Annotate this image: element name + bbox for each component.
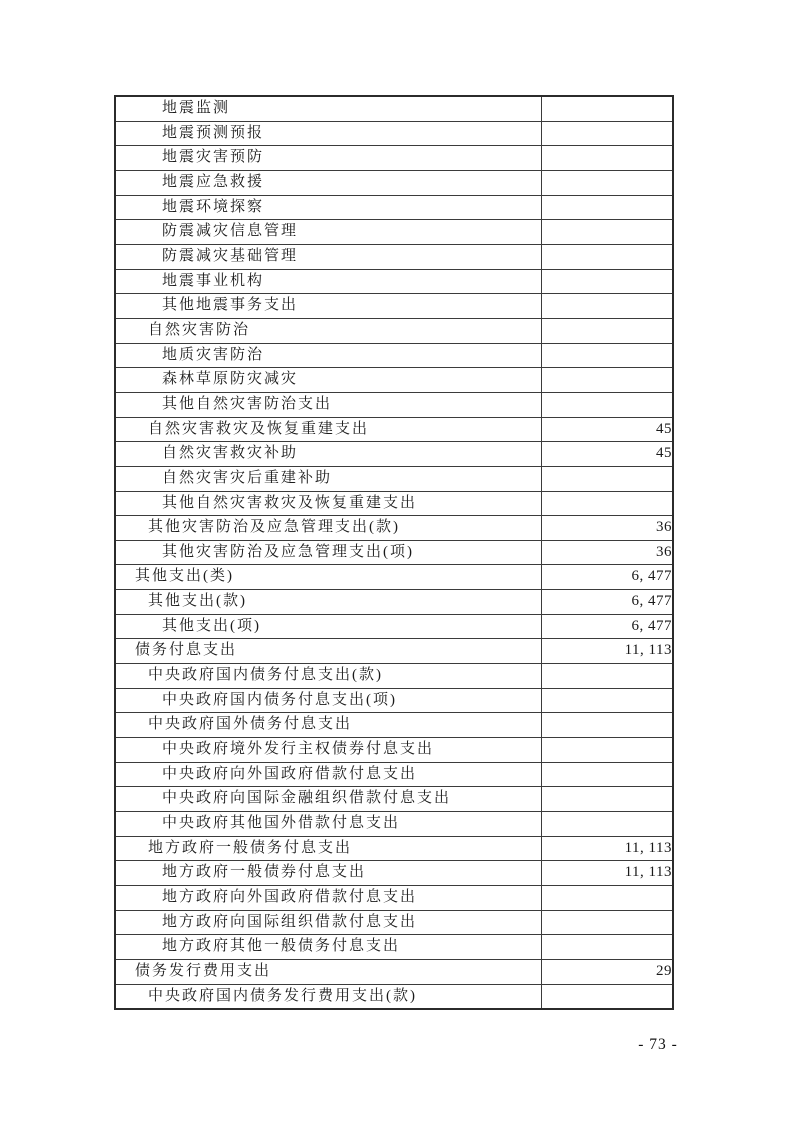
item-label-cell: 地方政府一般债券付息支出	[115, 861, 541, 886]
table-row	[115, 664, 673, 689]
amount-cell	[541, 738, 673, 763]
item-label-cell: 债务付息支出	[115, 639, 541, 664]
item-label-cell: 中央政府向国际金融组织借款付息支出	[115, 787, 541, 812]
amount-cell	[541, 96, 673, 121]
amount-cell	[541, 491, 673, 516]
table-row	[115, 294, 673, 319]
table-row	[115, 959, 673, 984]
item-label-cell: 自然灾害救灾补助	[115, 442, 541, 467]
table-row	[115, 565, 673, 590]
amount-cell: 11, 113	[541, 861, 673, 886]
amount-cell	[541, 220, 673, 245]
amount-cell	[541, 318, 673, 343]
table-row	[115, 368, 673, 393]
item-label-cell: 地震事业机构	[115, 269, 541, 294]
budget-table-body	[115, 96, 673, 1009]
item-label-cell: 地方政府一般债务付息支出	[115, 836, 541, 861]
item-label-cell: 中央政府国外债务付息支出	[115, 713, 541, 738]
item-label-cell: 地震灾害预防	[115, 146, 541, 171]
item-label-cell: 地震监测	[115, 96, 541, 121]
table-row	[115, 343, 673, 368]
item-label-cell: 其他自然灾害救灾及恢复重建支出	[115, 491, 541, 516]
amount-cell: 11, 113	[541, 639, 673, 664]
table-row	[115, 220, 673, 245]
amount-cell: 11, 113	[541, 836, 673, 861]
amount-cell	[541, 343, 673, 368]
item-label-cell: 其他自然灾害防治支出	[115, 392, 541, 417]
amount-cell: 36	[541, 540, 673, 565]
item-label-cell: 其他灾害防治及应急管理支出(项)	[115, 540, 541, 565]
table-row	[115, 984, 673, 1009]
item-label-cell: 地方政府其他一般债务付息支出	[115, 935, 541, 960]
amount-cell: 36	[541, 516, 673, 541]
table-row	[115, 886, 673, 911]
table-row	[115, 614, 673, 639]
amount-cell	[541, 392, 673, 417]
item-label-cell: 其他支出(项)	[115, 614, 541, 639]
amount-cell	[541, 368, 673, 393]
table-row	[115, 516, 673, 541]
amount-cell	[541, 910, 673, 935]
amount-cell	[541, 294, 673, 319]
item-label-cell: 防震减灾基础管理	[115, 244, 541, 269]
item-label-cell: 中央政府国内债务付息支出(款)	[115, 664, 541, 689]
budget-table	[114, 95, 674, 1010]
item-label-cell: 债务发行费用支出	[115, 959, 541, 984]
table-row	[115, 738, 673, 763]
item-label-cell: 中央政府其他国外借款付息支出	[115, 812, 541, 837]
amount-cell	[541, 886, 673, 911]
table-row	[115, 392, 673, 417]
item-label-cell: 其他灾害防治及应急管理支出(款)	[115, 516, 541, 541]
table-row	[115, 121, 673, 146]
item-label-cell: 中央政府境外发行主权债券付息支出	[115, 738, 541, 763]
table-row	[115, 318, 673, 343]
table-row	[115, 639, 673, 664]
item-label-cell: 其他地震事务支出	[115, 294, 541, 319]
item-label-cell: 地方政府向国际组织借款付息支出	[115, 910, 541, 935]
item-label-cell: 中央政府国内债务付息支出(项)	[115, 688, 541, 713]
table-row	[115, 146, 673, 171]
table-row	[115, 244, 673, 269]
table-row	[115, 540, 673, 565]
amount-cell	[541, 984, 673, 1009]
table-row	[115, 491, 673, 516]
item-label-cell: 地震应急救援	[115, 170, 541, 195]
table-row	[115, 269, 673, 294]
table-row	[115, 466, 673, 491]
amount-cell	[541, 170, 673, 195]
table-row	[115, 195, 673, 220]
table-row	[115, 762, 673, 787]
amount-cell	[541, 466, 673, 491]
table-row	[115, 910, 673, 935]
table-row	[115, 442, 673, 467]
item-label-cell: 防震减灾信息管理	[115, 220, 541, 245]
amount-cell	[541, 269, 673, 294]
table-row	[115, 836, 673, 861]
amount-cell	[541, 688, 673, 713]
item-label-cell: 森林草原防灾减灾	[115, 368, 541, 393]
table-row	[115, 170, 673, 195]
page-number: - 73 -	[638, 1036, 678, 1053]
amount-cell	[541, 664, 673, 689]
amount-cell: 45	[541, 417, 673, 442]
table-row	[115, 417, 673, 442]
item-label-cell: 地方政府向外国政府借款付息支出	[115, 886, 541, 911]
amount-cell	[541, 762, 673, 787]
table-row	[115, 96, 673, 121]
amount-cell	[541, 812, 673, 837]
table-row	[115, 713, 673, 738]
item-label-cell: 地质灾害防治	[115, 343, 541, 368]
table-row	[115, 787, 673, 812]
amount-cell	[541, 935, 673, 960]
amount-cell	[541, 787, 673, 812]
amount-cell	[541, 146, 673, 171]
amount-cell: 29	[541, 959, 673, 984]
item-label-cell: 自然灾害救灾及恢复重建支出	[115, 417, 541, 442]
item-label-cell: 地震预测预报	[115, 121, 541, 146]
item-label-cell: 其他支出(类)	[115, 565, 541, 590]
amount-cell	[541, 713, 673, 738]
table-row	[115, 861, 673, 886]
amount-cell: 45	[541, 442, 673, 467]
item-label-cell: 地震环境探察	[115, 195, 541, 220]
amount-cell: 6, 477	[541, 590, 673, 615]
item-label-cell: 自然灾害防治	[115, 318, 541, 343]
item-label-cell: 中央政府国内债务发行费用支出(款)	[115, 984, 541, 1009]
table-row	[115, 812, 673, 837]
amount-cell	[541, 121, 673, 146]
table-row	[115, 688, 673, 713]
table-row	[115, 590, 673, 615]
amount-cell: 6, 477	[541, 614, 673, 639]
item-label-cell: 自然灾害灾后重建补助	[115, 466, 541, 491]
amount-cell	[541, 195, 673, 220]
item-label-cell: 其他支出(款)	[115, 590, 541, 615]
item-label-cell: 中央政府向外国政府借款付息支出	[115, 762, 541, 787]
amount-cell	[541, 244, 673, 269]
table-row	[115, 935, 673, 960]
amount-cell: 6, 477	[541, 565, 673, 590]
